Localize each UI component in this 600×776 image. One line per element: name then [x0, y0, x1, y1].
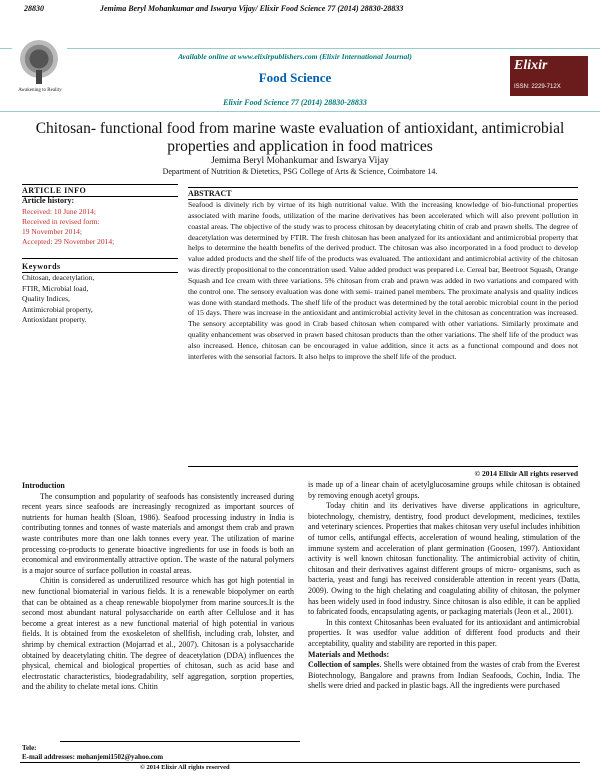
- running-title: Jemima Beryl Mohankumar and Iswarya Vijay/ Elixir Food Science 77 (2014) 28830-28833: [100, 4, 404, 13]
- abstract-text: Seafood is divinely rich by virtue of its high nutritional value. With the increasing knowledge of bio-functional properties associated with marine foods, utilization of the marine derivatives has been accelerated which will also prevent pollution in coastal areas. The objective of the study was to process chitosan by deacetylating chitin of crab and prawn shells. The degree of deacetylation was determined by FTIR. The fresh chitosan has been analyzed for its antioxidant and antimicrobial property that helps to determine the health benefits of the derived product. The chitosan was also incorporated in a food product to develop value added products and the shelf life of the products was evaluated. The antioxidant and antimicrobial activity of the chitosan was directly propositional to the concentration used. Value added product was prepared i.e. Cereal bar, Beetroot Squash, Orange Squash and Ice cream with three variations. 5% chitosan from crab and prawn was added in two variations and compared with the control one. The sensory evaluation was done with semi- trained panel members. The proximate analysis and quality indices was done with standard methods. The shelf life of the product was determined by the total aerobic microbial count in the period of 15 days. There was increase in the antioxidant and antimicrobial activity level in the chitosan as concentration was increased. The sensory acceptability was good in Crab based chitosan when compared with other variations. Similarly proximate and quality enhancement was observed in prawn based chitosan products than the other variations. The shelf life of the product was also increased. Hence, chitosan can be encouraged in value addition, since it acts as a functional compound and does not interferes with the sensorial factors. It also helps to improve the shelf life of the product.: [188, 200, 578, 361]
- running-header: [24, 4, 403, 13]
- keyword: Antimicrobial property,: [22, 304, 93, 314]
- keyword: Quality Indices,: [22, 294, 70, 303]
- publisher-logo: [12, 36, 67, 108]
- keywords-list: [22, 273, 182, 326]
- footnote: [22, 744, 163, 761]
- journal-citation: Elixir Food Science 77 (2014) 28830-28833: [223, 98, 367, 107]
- history-received: Received: 10 June 2014;: [22, 207, 96, 216]
- keyword: Chitosan, deacetylation,: [22, 273, 95, 282]
- journal-name: Food Science: [258, 70, 332, 85]
- abstract-heading: ABSTRACT: [188, 187, 578, 200]
- abstract-copyright: © 2014 Elixir All rights reserved: [188, 466, 578, 478]
- available-online-link[interactable]: Available online at www.elixirpublishers.com (Elixir International Journal): [178, 52, 412, 61]
- keyword: FTIR, Microbial load,: [22, 283, 89, 293]
- paragraph: In this context Chitosanhas been evaluated for its antioxidant and antimicrobial properties. It was usedfor value addition of different food products and their acceptability, quality and stability are reported in this paper.: [308, 617, 580, 648]
- paragraph: [308, 660, 580, 692]
- article-info-heading: ARTICLE INFO: [22, 184, 178, 197]
- samples-text: . Shells were obtained from the wastes of crab from the Everest Biotechnology, Bangalore and prawns from Indian Seafoods, Cochin, India. The shells were dried and packed in plastic bags. All the ingredients were purchased: [308, 660, 580, 691]
- body-column-right: [308, 480, 580, 692]
- article-history: [22, 207, 182, 247]
- page-number: 28830: [24, 4, 44, 13]
- history-accepted: Accepted: 29 November 2014;: [22, 237, 115, 246]
- article-affiliation: Department of Nutrition & Dietetics, PSG College of Arts & Science, Coimbatore 14.: [162, 167, 438, 176]
- article-authors: Jemima Beryl Mohankumar and Iswarya Vijay: [211, 156, 389, 166]
- samples-heading: Collection of samples: [308, 660, 380, 670]
- paragraph: Today chitin and its derivatives have diverse applications in agriculture, biotechnology, chemistry, dentistry, food product development, medicines, textiles and veterinary sciences. Properties that makes chitosan very useful includes inhibition of tumor cells, antifungal effects, acceleration of wound healing, stimulation of the immune system and acceleration of plant germination (Goosen, 1997). Antioxidant activity is well known chitosan functionality. The antimicrobial activity of chitin, chitosan and their derivatives against different groups of micro- organisms, such as bacteria, yeast and fungi has received considerable attention in recent years (Datta, 2009). Owing to the high chelating and coagulating ability of chitosan, the polymer has been widely used in food industry. Since chitosan is also edible, it can be applied to fabricated foods, encapsulating agents, or packaging materials (Jeon et al., 2001).: [308, 501, 580, 617]
- paragraph: Chitin is considered as underutilized resource which has got high potential in new functional biomaterial in various fields. It is a renewable biopolymer on earth that can be obtained as a cheap renewable biopolymer from marine sources.It is the second most abundant natural polysaccharide on earth after Cellulose and it has become a great interest as a new functional material of high potential in various fields. It is obtained from the exoskeleton of shellfish, including crab, lobster, and shrimp by chemical extraction (Mojarrad et al., 2007). Chitosan is a polysaccharide obtained by deacetylating chitin. The degree of deacetylation (DDA) influences the physical, chemical and biological properties of chitosan, such as acid base and electrostatic characteristics, biodegradability, self aggregation, sorption properties, and the ability to chelate metal ions. Chitin: [22, 576, 294, 692]
- logo-tagline: Awakening to Reality: [18, 88, 62, 93]
- article-title: Chitosan- functional food from marine waste evaluation of antioxidant, antimicrobial properties and application in food matrices: [35, 120, 565, 155]
- introduction-heading: Introduction: [22, 481, 65, 490]
- elixir-logo: [510, 56, 588, 96]
- keywords-heading: Keywords: [22, 262, 178, 273]
- elixir-logo-name: Elixir: [514, 58, 548, 73]
- issn: ISSN: 2229-712X: [514, 84, 561, 90]
- body-column-left: [22, 481, 294, 693]
- keyword: Antioxidant property.: [22, 315, 87, 324]
- footnote-tele: Tele:: [22, 744, 37, 752]
- footnote-email[interactable]: E-mail addresses: mohanjemi1502@yahoo.com: [22, 752, 164, 761]
- methods-heading: Materials and Methods:: [308, 649, 390, 659]
- history-heading: Article history:: [22, 196, 75, 205]
- history-revised-date: 19 November 2014;: [22, 227, 82, 236]
- paragraph: The consumption and popularity of seafoods has consistently increased during recent years since seafoods are increasingly recognized as important sources of nutrients for human health (Sloan, 1986). Seafood processing industry in India is contributing tonnes and tonnes of waste materials and amongst them crab and prawn waste contributes more than one lakh tonnes every year. The utilization of marine processing co-products to generate bioactive ingredients for use in foods is both an economical and environmentally attractive option. The waste of the natural polymers is a major source of surface pollution in coastal areas.: [22, 491, 294, 575]
- footer-copyright: © 2014 Elixir All rights reserved: [140, 764, 230, 771]
- history-revised: Received in revised form:: [22, 217, 100, 226]
- paragraph: is made up of a linear chain of acetylglucosamine groups while chitosan is obtained by removing enough acetyl groups.: [308, 480, 580, 500]
